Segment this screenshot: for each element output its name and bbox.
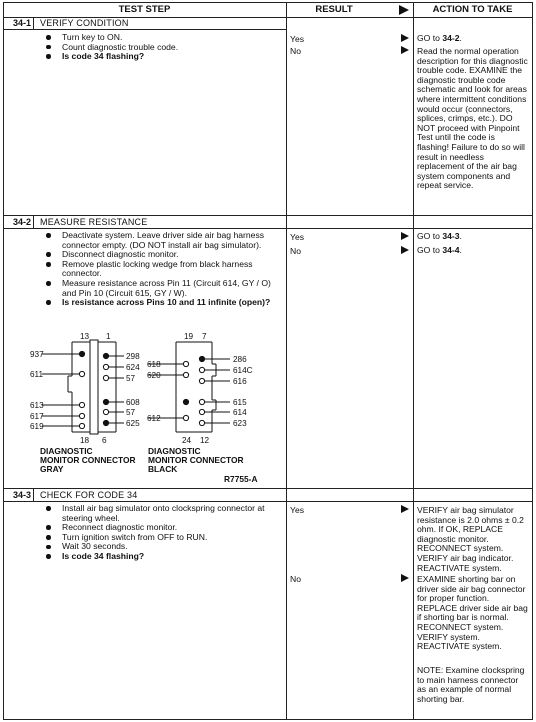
result-yes: Yes [290, 34, 305, 44]
section-title: VERIFY CONDITION [40, 18, 129, 28]
arrow-icon [401, 232, 409, 240]
result-yes: Yes [290, 232, 305, 242]
arrow-icon [401, 574, 409, 582]
black-connector-caption: MONITOR CONNECTOR [148, 455, 244, 465]
connector-diagram [30, 332, 280, 484]
arrow-icon [401, 505, 409, 513]
circuit-label: 613 [30, 401, 44, 410]
step-item: Turn ignition switch from OFF to RUN. [40, 533, 276, 543]
step-item: Count diagnostic trouble code. [40, 43, 280, 53]
circuit-label: 614C [233, 366, 253, 375]
table-border-bottom [3, 719, 533, 720]
action-target: 34-2 [442, 33, 460, 43]
step-list [40, 504, 276, 562]
step-item: Deactivate system. Leave driver side air bag harness connector empty. (DO NOT install air bag simulator). [40, 231, 276, 250]
circuit-label: 616 [233, 377, 247, 386]
table-border-right [532, 2, 533, 719]
step-item: Wait 30 seconds. [40, 542, 276, 552]
section-title-divider-3 [3, 501, 533, 502]
pin-label: 24 [182, 436, 192, 445]
action-target: 34-3 [442, 231, 460, 241]
action-suffix: . [459, 231, 462, 241]
pin-label: 1 [106, 332, 111, 341]
action-yes: VERIFY air bag simulator resistance is 2.0 ohms ± 0.2 ohm. If OK, REPLACE diagnostic monitor. RECONNECT system. VERIFY air bag indicator. REACTIVATE system. [417, 505, 524, 573]
circuit-label: 617 [30, 412, 44, 421]
action-text: GO to [417, 231, 443, 241]
section-number: 34-3 [13, 490, 32, 500]
header-arrow-icon [399, 5, 409, 15]
circuit-label: 618 [147, 360, 161, 369]
action-suffix: . [459, 33, 462, 43]
step-item: Install air bag simulator onto clockspring connector at steering wheel. [40, 504, 276, 523]
result-no: No [290, 574, 301, 584]
table-border-left [3, 2, 4, 719]
result-no: No [290, 46, 301, 56]
circuit-label: 611 [30, 370, 44, 379]
column-divider-action [413, 2, 414, 719]
step-question: Is code 34 flashing? [40, 552, 276, 562]
step-question: Is code 34 flashing? [40, 52, 280, 62]
pin-label: 18 [80, 436, 90, 445]
action-text: GO to [417, 245, 443, 255]
header-action: ACTION TO TAKE [432, 4, 513, 15]
section-number-divider-1 [33, 17, 34, 29]
section-number-divider-3 [33, 488, 34, 501]
arrow-icon [401, 246, 409, 254]
step-list [40, 33, 280, 62]
header-result: RESULT [315, 4, 353, 15]
result-yes: Yes [290, 505, 305, 515]
pin-label: 19 [184, 332, 194, 341]
arrow-icon [401, 34, 409, 42]
action-target: 34-4 [442, 245, 460, 255]
note-text: NOTE: Examine clockspring to main harness connector as an example of normal shorting bar. [417, 665, 525, 704]
pin-label: 12 [200, 436, 210, 445]
black-connector-caption: DIAGNOSTIC [148, 446, 201, 456]
step-question: Is resistance across Pins 10 and 11 infinite (open)? [40, 298, 276, 308]
action-no [417, 246, 529, 256]
circuit-label: 57 [126, 408, 136, 417]
pin-label: 6 [102, 436, 107, 445]
action-yes [417, 34, 529, 44]
figure-id: R7755-A [224, 474, 258, 484]
circuit-label: 619 [30, 422, 44, 431]
pin-label: 13 [80, 332, 90, 341]
gray-connector-caption: DIAGNOSTIC [40, 446, 93, 456]
circuit-label: 298 [126, 352, 140, 361]
section-number: 34-2 [13, 217, 32, 227]
action-suffix: . [459, 245, 462, 255]
section-divider-1 [3, 215, 533, 216]
step-item: Disconnect diagnostic monitor. [40, 250, 276, 260]
result-no: No [290, 246, 301, 256]
section-title-divider-2 [3, 228, 533, 229]
circuit-label: 624 [126, 363, 140, 372]
circuit-label: 608 [126, 398, 140, 407]
arrow-icon [401, 46, 409, 54]
step-item: Measure resistance across Pin 11 (Circuit 614, GY / O) and Pin 10 (Circuit 615, GY / W). [40, 279, 276, 298]
gray-connector-caption: MONITOR CONNECTOR [40, 455, 136, 465]
section-number-divider-2 [33, 215, 34, 228]
action-text: GO to [417, 33, 443, 43]
circuit-label: 937 [30, 350, 44, 359]
action-yes [417, 232, 529, 242]
step-item: Reconnect diagnostic monitor. [40, 523, 276, 533]
circuit-label: 615 [233, 398, 247, 407]
header-test-step: TEST STEP [118, 4, 171, 15]
circuit-label: 625 [126, 419, 140, 428]
circuit-label: 57 [126, 374, 136, 383]
section-divider-2 [3, 488, 533, 489]
column-divider-result [286, 2, 287, 719]
circuit-label: 614 [233, 408, 247, 417]
action-no: EXAMINE shorting bar on driver side air bag connector for proper function. REPLACE driver side air bag if shorting bar is normal. RECONNECT system. VERIFY system. REACTIVATE system. [417, 574, 528, 652]
circuit-label: 623 [233, 419, 247, 428]
step-item: Turn key to ON. [40, 33, 280, 43]
circuit-label: 612 [147, 414, 161, 423]
section-number: 34-1 [13, 18, 32, 28]
circuit-label: 286 [233, 355, 247, 364]
action-no: Read the normal operation description for this diagnostic trouble code. EXAMINE the diagnostic trouble code schematic and look for areas where intermittent conditions would occur (connectors, splices, crimps, etc.). DO NOT proceed with Pinpoint Test until the code is flashing! Failure to do so will result in needless replacement of the air bag system components and repeat service. [417, 46, 528, 191]
black-connector-caption: BLACK [148, 464, 178, 474]
section-title: MEASURE RESISTANCE [40, 217, 148, 227]
step-list [40, 231, 276, 308]
step-item: Remove plastic locking wedge from black harness connector. [40, 260, 276, 279]
gray-connector-caption: GRAY [40, 464, 64, 474]
pin-label: 7 [202, 332, 207, 341]
section-title-divider-1 [3, 29, 286, 30]
circuit-label: 620 [147, 371, 161, 380]
section-title: CHECK FOR CODE 34 [40, 490, 138, 500]
